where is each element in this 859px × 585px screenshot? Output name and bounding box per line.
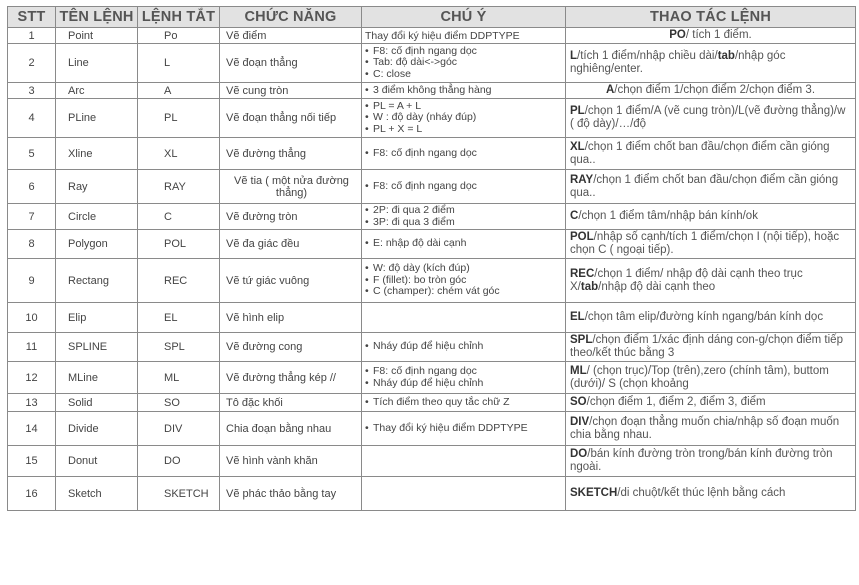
cell-function: Vẽ phác thảo bằng tay: [220, 477, 362, 511]
cell-operation: [566, 44, 856, 83]
cell-stt: 15: [8, 446, 56, 477]
note-list: [365, 423, 561, 435]
note-item: • PL = A + L: [365, 101, 561, 113]
cell-function: Vẽ đoạn thẳng nối tiếp: [220, 99, 362, 138]
operation-text: /di chuột/kết thúc lệnh bằng cách: [617, 487, 786, 499]
operation-text: /chọn 1 điểm/ nhập độ dài cạnh theo trục X/: [570, 267, 803, 293]
cell-operation: [566, 170, 856, 204]
table-row: [8, 170, 856, 204]
cell-stt: 6: [8, 170, 56, 204]
cell-command: Ray: [56, 170, 138, 204]
cell-operation: [566, 303, 856, 333]
note-item: • Nháy đúp để hiệu chỉnh: [365, 341, 561, 353]
cell-function: Tô đặc khối: [220, 394, 362, 412]
cell-stt: 1: [8, 28, 56, 44]
cell-short: PL: [138, 99, 220, 138]
command-keyword: tab: [717, 50, 735, 62]
operation-text: /chọn điểm 1/xác định dáng con-g/chọn điểm tiếp theo/kết thúc bằng 3: [570, 334, 843, 359]
cell-short: ML: [138, 362, 220, 394]
command-keyword: PL: [570, 105, 585, 117]
cell-short: A: [138, 83, 220, 99]
header-stt: STT: [8, 7, 56, 28]
note-item: • F8: cố định ngang dọc: [365, 366, 561, 378]
cell-stt: 13: [8, 394, 56, 412]
note-list: [365, 263, 561, 298]
cell-stt: 7: [8, 204, 56, 230]
cell-operation: [566, 333, 856, 362]
cell-short: L: [138, 44, 220, 83]
cell-operation: [566, 394, 856, 412]
cell-operation: [566, 446, 856, 477]
cell-function: Vẽ đường thẳng: [220, 138, 362, 170]
table-row: [8, 230, 856, 259]
cell-command: MLine: [56, 362, 138, 394]
note-item: • PL + X = L: [365, 124, 561, 136]
operation-text: /chọn 1 điểm/A (vẽ cung tròn)/L(vẽ đường thẳng)/w ( độ dày)/…/độ: [570, 105, 846, 130]
cell-function: Vẽ hình vành khăn: [220, 446, 362, 477]
cell-operation: [566, 412, 856, 446]
note-list: [365, 238, 561, 250]
cell-operation: [566, 83, 856, 99]
cell-command: Donut: [56, 446, 138, 477]
cell-command: PLine: [56, 99, 138, 138]
cell-short: POL: [138, 230, 220, 259]
note-text: Thay đổi ký hiệu điểm DDPTYPE: [365, 29, 520, 42]
header-operation: THAO TÁC LỆNH: [566, 7, 856, 28]
cell-command: Divide: [56, 412, 138, 446]
operation-text: /chọn điểm 1, điểm 2, điểm 3, điểm: [586, 396, 766, 408]
note-list: [365, 181, 561, 193]
table-row: [8, 44, 856, 83]
note-list: [365, 148, 561, 160]
cell-command: Line: [56, 44, 138, 83]
command-keyword: RAY: [570, 173, 594, 186]
table-row: [8, 259, 856, 303]
note-item: • 3 điểm không thẳng hàng: [365, 85, 561, 97]
cell-stt: 14: [8, 412, 56, 446]
note-list: [365, 101, 561, 136]
note-list: [365, 397, 561, 409]
header-function: CHỨC NĂNG: [220, 7, 362, 28]
note-item: • Tab: độ dài<->góc: [365, 57, 561, 69]
operation-text: /nhập góc nghiêng/enter.: [570, 50, 786, 75]
note-item: • F8: cố định ngang dọc: [365, 46, 561, 58]
cell-note: [362, 362, 566, 394]
cell-note: [362, 303, 566, 333]
cell-stt: 3: [8, 83, 56, 99]
cell-short: DO: [138, 446, 220, 477]
cell-function: Vẽ tứ giác vuông: [220, 259, 362, 303]
command-keyword: SPL: [570, 334, 593, 346]
cell-command: Solid: [56, 394, 138, 412]
cell-function: Vẽ đường thẳng kép //: [220, 362, 362, 394]
header-command: TÊN LỆNH: [56, 7, 138, 28]
cell-command: Circle: [56, 204, 138, 230]
cell-note: [362, 477, 566, 511]
cell-operation: [566, 362, 856, 394]
cell-operation: [566, 28, 856, 44]
cell-short: SO: [138, 394, 220, 412]
note-list: [365, 366, 561, 389]
command-keyword: EL: [570, 311, 585, 323]
table-row: [8, 394, 856, 412]
table-row: [8, 83, 856, 99]
note-item: • 3P: đi qua 3 điểm: [365, 217, 561, 229]
cell-stt: 12: [8, 362, 56, 394]
table-row: [8, 412, 856, 446]
operation-text: /tích 1 điểm/nhập chiều dài/: [577, 50, 718, 62]
cell-operation: [566, 138, 856, 170]
table-row: [8, 28, 856, 44]
cell-stt: 16: [8, 477, 56, 511]
cell-note: [362, 394, 566, 412]
command-keyword: REC: [570, 267, 595, 280]
operation-text: /nhập độ dài cạnh theo: [598, 280, 716, 293]
note-item: • C (champer): chém vát góc: [365, 286, 561, 298]
operation-text: / tích 1 điểm.: [685, 29, 752, 41]
note-item: • E: nhập độ dài cạnh: [365, 238, 561, 250]
cell-command: Arc: [56, 83, 138, 99]
cell-function: Vẽ đa giác đều: [220, 230, 362, 259]
cell-note: [362, 204, 566, 230]
cell-stt: 4: [8, 99, 56, 138]
command-table-container: [7, 6, 855, 579]
operation-text: / (chọn trục)/Top (trên),zero (chính tâm), buttom (dưới)/ S (chọn khoảng: [570, 364, 829, 390]
command-keyword: ML: [570, 364, 587, 377]
operation-text: /chọn tâm elip/đường kính ngang/bán kính dọc: [584, 311, 824, 323]
operation-text: /bán kính đường tròn trong/bán kính đường tròn ngoài.: [570, 448, 833, 473]
command-keyword: SKETCH: [570, 487, 618, 499]
cell-short: REC: [138, 259, 220, 303]
command-keyword: SO: [570, 396, 587, 408]
table-row: [8, 303, 856, 333]
cell-short: SKETCH: [138, 477, 220, 511]
cell-function: Vẽ cung tròn: [220, 83, 362, 99]
note-item: • C: close: [365, 69, 561, 81]
cell-function: Vẽ hình elip: [220, 303, 362, 333]
command-keyword: tab: [580, 280, 599, 293]
table-row: [8, 477, 856, 511]
operation-text: /chọn đoạn thẳng muốn chia/nhập số đoạn muốn chia bằng nhau.: [570, 415, 840, 441]
cell-command: SPLINE: [56, 333, 138, 362]
note-list: [365, 341, 561, 353]
cell-stt: 10: [8, 303, 56, 333]
cell-function: Vẽ tia ( một nửa đường thẳng): [220, 170, 362, 204]
note-item: • W: độ dày (kích đúp): [365, 263, 561, 275]
note-item: • Tích điểm theo quy tắc chữ Z: [365, 397, 561, 409]
command-keyword: XL: [570, 140, 585, 153]
cell-stt: 9: [8, 259, 56, 303]
operation-text: /chọn điểm 1/chọn điểm 2/chọn điểm 3.: [614, 84, 816, 96]
operation-text: /chọn 1 điểm chốt ban đầu/chọn điểm cần gióng qua..: [570, 140, 830, 166]
cell-operation: [566, 259, 856, 303]
note-item: • W : độ dày (nháy đúp): [365, 112, 561, 124]
operation-text: /nhập số cạnh/tích 1 điểm/chọn I (nội tiếp), hoặc chọn C ( ngoại tiếp).: [570, 231, 840, 256]
cell-note: [362, 412, 566, 446]
cell-short: EL: [138, 303, 220, 333]
note-item: • F8: cố định ngang dọc: [365, 181, 561, 193]
operation-text: /chọn 1 điểm chốt ban đầu/chọn điểm cần gióng qua..: [570, 173, 839, 199]
cell-operation: [566, 230, 856, 259]
cell-function: Vẽ điểm: [220, 28, 362, 44]
header-note: CHÚ Ý: [362, 7, 566, 28]
cell-note: [362, 28, 566, 44]
cell-short: DIV: [138, 412, 220, 446]
command-keyword: DO: [570, 448, 588, 460]
cell-note: [362, 83, 566, 99]
cell-operation: [566, 99, 856, 138]
cell-function: Vẽ đường cong: [220, 333, 362, 362]
note-list: [365, 46, 561, 81]
cell-command: Sketch: [56, 477, 138, 511]
operation-text: /chọn 1 điểm tâm/nhập bán kính/ok: [578, 210, 758, 222]
autocad-command-table: [7, 6, 856, 511]
cell-note: [362, 446, 566, 477]
cell-note: [362, 170, 566, 204]
note-list: [365, 85, 561, 97]
table-row: [8, 99, 856, 138]
header-row: [8, 7, 856, 28]
cell-stt: 8: [8, 230, 56, 259]
note-list: [365, 205, 561, 228]
cell-function: Chia đoạn bằng nhau: [220, 412, 362, 446]
cell-note: [362, 44, 566, 83]
cell-short: Po: [138, 28, 220, 44]
cell-note: [362, 138, 566, 170]
table-row: [8, 446, 856, 477]
note-item: • F8: cố định ngang dọc: [365, 148, 561, 160]
cell-command: Xline: [56, 138, 138, 170]
cell-stt: 11: [8, 333, 56, 362]
cell-short: XL: [138, 138, 220, 170]
table-row: [8, 362, 856, 394]
note-item: • Nháy đúp để hiệu chỉnh: [365, 378, 561, 390]
command-keyword: L: [570, 50, 578, 62]
command-keyword: POL: [570, 231, 594, 243]
command-keyword: A: [605, 84, 615, 96]
cell-note: [362, 230, 566, 259]
table-row: [8, 138, 856, 170]
command-keyword: PO: [669, 29, 686, 41]
cell-note: [362, 333, 566, 362]
cell-command: Point: [56, 28, 138, 44]
note-item: • F (fillet): bo tròn góc: [365, 275, 561, 287]
cell-short: SPL: [138, 333, 220, 362]
cell-short: C: [138, 204, 220, 230]
table-body: [8, 28, 856, 511]
table-row: [8, 333, 856, 362]
note-item: • Thay đổi ký hiệu điểm DDPTYPE: [365, 423, 561, 435]
cell-note: [362, 259, 566, 303]
cell-stt: 5: [8, 138, 56, 170]
cell-function: Vẽ đường tròn: [220, 204, 362, 230]
cell-operation: [566, 477, 856, 511]
header-short: LỆNH TẮT: [138, 7, 220, 28]
cell-short: RAY: [138, 170, 220, 204]
table-row: [8, 204, 856, 230]
cell-command: Polygon: [56, 230, 138, 259]
cell-function: Vẽ đoạn thẳng: [220, 44, 362, 83]
cell-command: Rectang: [56, 259, 138, 303]
command-keyword: C: [570, 210, 579, 222]
cell-note: [362, 99, 566, 138]
command-keyword: DIV: [570, 415, 590, 428]
cell-stt: 2: [8, 44, 56, 83]
cell-operation: [566, 204, 856, 230]
cell-command: Elip: [56, 303, 138, 333]
note-item: • 2P: đi qua 2 điểm: [365, 205, 561, 217]
